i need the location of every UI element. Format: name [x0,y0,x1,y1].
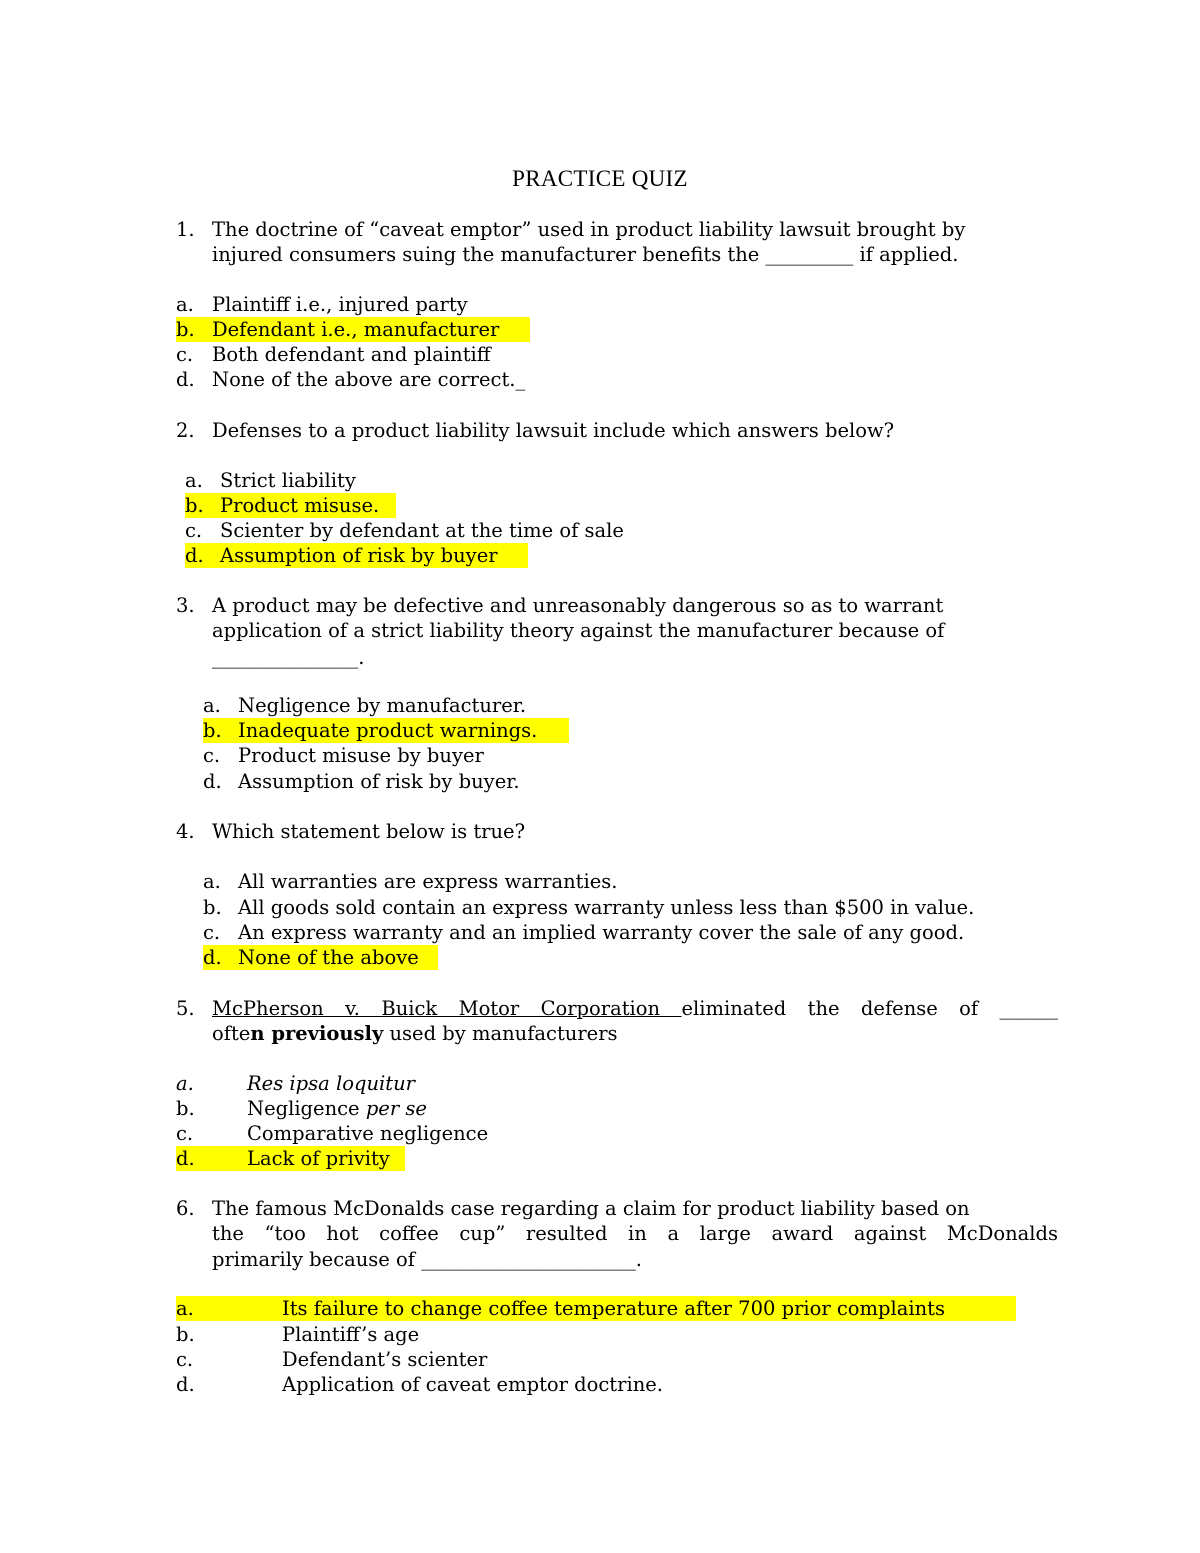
option-letter: d. [203,946,222,969]
option-letter: d. [203,770,222,793]
option-letter: c. [203,921,221,944]
q5-option-a [176,1071,415,1096]
q1-number: 1. [176,218,195,241]
option-text: Its failure to change coffee temperature after 700 prior complaints [282,1297,946,1320]
option-text: Application of caveat emptor doctrine. [282,1373,664,1396]
option-text: Lack of privity [247,1147,390,1170]
q5-line2-bold: previously [264,1022,384,1045]
option-text: All goods sold contain an express warranty unless less than $500 in value. [238,896,975,919]
option-text-b: per se [365,1097,427,1120]
q4-text: Which statement below is true? [212,820,526,843]
q4-option-c [203,920,965,945]
q3-answer-blank: _______________ [212,646,359,669]
q3-option-c [203,743,484,768]
option-letter: c. [203,744,221,767]
q6-line3-end: . [635,1248,642,1271]
q3-option-a [203,693,527,718]
q6-text-line1: The famous McDonalds case regarding a claim for product liability based on [212,1197,970,1220]
q4-number: 4. [176,820,195,843]
q1-text-line2 [212,242,958,267]
q2-option-d-correct [185,543,528,568]
q2-option-c [185,518,624,543]
option-text: All warranties are express warranties. [238,870,618,893]
q3-text-line2: application of a strict liability theory against the manufacturer because of [212,619,945,642]
q5-answer-blank: ______ [999,997,1058,1020]
option-text: Scienter by defendant at the time of sale [220,519,624,542]
option-text: Product misuse. [220,494,380,517]
option-text: None of the above are correct._ [212,368,526,391]
option-text: An express warranty and an implied warranty cover the sale of any good. [238,921,965,944]
q5-number: 5. [176,997,195,1020]
option-text: Defendant i.e., manufacturer [212,318,500,341]
q5-text-line2 [212,1021,618,1046]
q5-option-b [176,1096,427,1121]
q1-option-d [176,367,526,392]
q5-option-d-correct [176,1146,405,1171]
option-text: Product misuse by buyer [238,744,484,767]
option-text: Both defendant and plaintiff [212,343,491,366]
option-text: Plaintiff’s age [282,1323,420,1346]
option-text: Res ipsa loquitur [247,1072,415,1095]
q6-option-b [176,1322,420,1347]
q1-text-line2a: injured consumers suing the manufacturer benefits the [212,243,766,266]
q6-text-line3 [212,1247,642,1272]
option-text: Defendant’s scienter [282,1348,488,1371]
q1-option-a [176,292,468,317]
q6-option-a-correct [176,1296,1016,1321]
option-letter: c. [176,343,194,366]
page-title: PRACTICE QUIZ [512,166,688,191]
q5-line1-rest: eliminated the defense of [681,997,1000,1020]
q3-text-line1: A product may be defective and unreasonably dangerous so as to warrant [212,594,944,617]
q5-line2b: used by manufacturers [383,1022,618,1045]
option-letter: a. [176,1072,194,1095]
q2-option-b-correct [185,493,396,518]
option-letter: b. [203,719,222,742]
option-letter: d. [176,368,195,391]
q6-number: 6. [176,1197,195,1220]
q5-case-name: McPherson v. Buick Motor Corporation [212,997,682,1020]
option-text [247,1096,427,1121]
option-text: Strict liability [220,469,356,492]
option-text: None of the above [238,946,419,969]
q2-text: Defenses to a product liability lawsuit include which answers below? [212,419,895,442]
q2-number: 2. [176,419,195,442]
q5-line2-bold-n: n [250,1022,265,1045]
q3-number: 3. [176,594,195,617]
q5-text-line1 [212,996,1058,1021]
option-letter: a. [185,469,203,492]
option-letter: a. [203,694,221,717]
option-letter: d. [176,1147,195,1170]
q6-answer-blank: ______________________ [421,1248,636,1271]
option-letter: d. [185,544,204,567]
option-text: Plaintiff i.e., injured party [212,293,468,316]
option-letter: c. [176,1122,194,1145]
option-letter: c. [185,519,203,542]
q6-text-line2: the “too hot coffee cup” resulted in a large award against McDonalds [212,1222,1058,1245]
q1-text-line1: The doctrine of “caveat emptor” used in product liability lawsuit brought by [212,218,966,241]
q1-option-c [176,342,491,367]
q1-text-line2b: if applied. [853,243,959,266]
q6-line3a: primarily because of [212,1248,422,1271]
q3-line3-end: . [358,646,365,669]
option-text-a: Negligence [247,1097,366,1120]
option-letter: a. [176,1297,194,1320]
q1-option-b-correct [176,317,530,342]
q4-option-a [203,869,618,894]
option-letter: c. [176,1348,194,1371]
option-letter: b. [176,1323,195,1346]
option-text: Inadequate product warnings. [238,719,538,742]
q5-line2a: ofte [212,1022,251,1045]
option-text: Comparative negligence [247,1122,489,1145]
option-letter: b. [176,1097,195,1120]
option-text: Negligence by manufacturer. [238,694,527,717]
q2-option-a [185,468,356,493]
option-letter: b. [203,896,222,919]
option-letter: b. [185,494,204,517]
q1-answer-blank: _________ [765,243,854,266]
option-text: Assumption of risk by buyer [220,544,498,567]
q3-text-line3 [212,645,364,670]
option-letter: a. [176,293,194,316]
option-letter: b. [176,318,195,341]
q5-option-c [176,1121,489,1146]
q6-option-d [176,1372,664,1397]
option-text: Assumption of risk by buyer. [238,770,520,793]
q4-option-d-correct [203,945,438,970]
q6-option-c [176,1347,488,1372]
q3-option-b-correct [203,718,569,743]
option-letter: d. [176,1373,195,1396]
q3-option-d [203,769,520,794]
q4-option-b [203,895,975,920]
option-letter: a. [203,870,221,893]
